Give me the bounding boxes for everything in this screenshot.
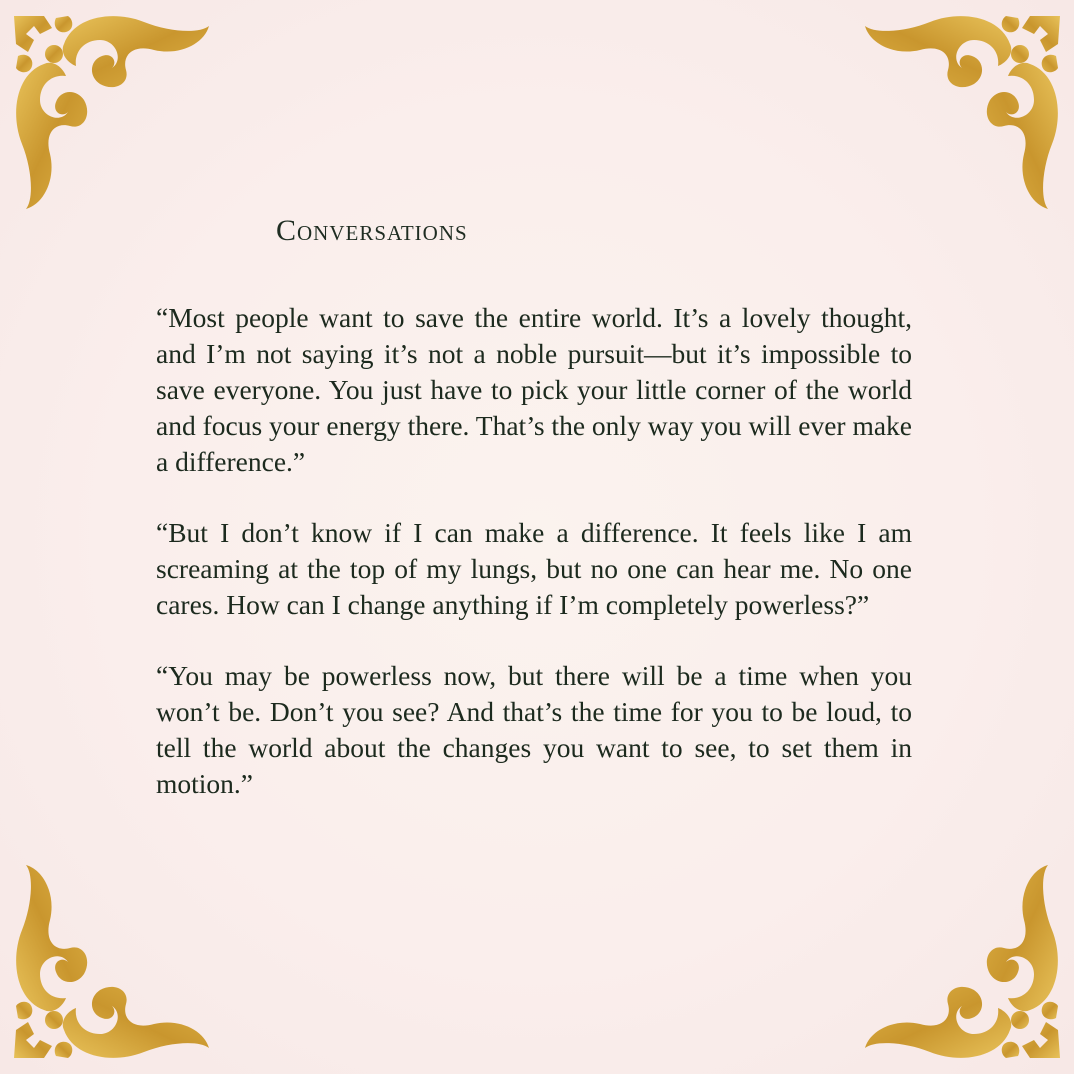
ornament-bottom-left-icon xyxy=(4,860,214,1070)
paragraph-2: “But I don’t know if I can make a difference. It feels like I am screaming at the top of my lungs, but no one can hear me. No one cares. How can I change anything if I’m completely powerless?” xyxy=(156,517,912,620)
ornament-top-right-icon xyxy=(860,4,1070,214)
paragraph-3: “You may be powerless now, but there will be a time when you won’t be. Don’t you see? And that’s the time for you to be loud, to tell the world about the changes you want to see, to set them in motion.” xyxy=(156,660,912,799)
body-text xyxy=(156,300,912,837)
paragraph-1: “Most people want to save the entire world. It’s a lovely thought, and I’m not saying it’s not a noble pursuit—but it’s impossible to save everyone. You just have to pick your little corner of the world and focus your energy there. That’s the only way you will ever make a difference.” xyxy=(156,302,912,477)
ornament-bottom-right-icon xyxy=(860,860,1070,1070)
page-title: Conversations xyxy=(276,214,468,247)
ornament-top-left-icon xyxy=(4,4,214,214)
